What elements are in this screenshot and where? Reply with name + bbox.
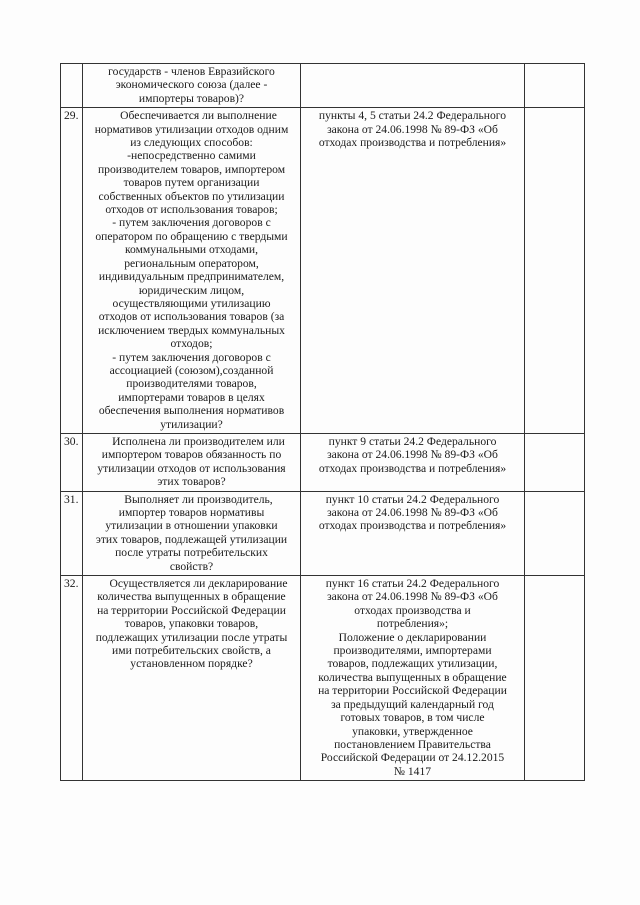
reference-line: пункт 9 статьи 24.2 Федерального (328, 434, 497, 448)
question-line: -непосредственно самими (127, 149, 256, 163)
question-line: после утраты потребительских (115, 546, 268, 560)
reference-line: за предыдущий календарный год (331, 697, 494, 711)
reference-line: отходах производства и (354, 603, 471, 617)
reference-line: производителями, импортерами (333, 644, 492, 658)
reference-line: закона от 24.06.1998 № 89-ФЗ «Об (327, 506, 498, 519)
checklist-rows (61, 64, 585, 781)
checklist-row (61, 433, 585, 491)
question-line: на территории Российской Федерации (97, 603, 286, 617)
question-line: утилизации отходов от использования (97, 461, 286, 475)
row-number: 29. (61, 108, 83, 434)
question-cell (83, 576, 301, 781)
reference-line: закона от 24.06.1998 № 89-ФЗ «Об (327, 122, 498, 136)
question-cell (83, 108, 301, 434)
question-cell (83, 491, 301, 575)
question-line: коммунальными отходами, (124, 243, 259, 257)
question-line: импортеры товаров)? (138, 91, 245, 105)
reference-line: отходах производства и потребления» (318, 461, 507, 475)
question-line: Выполняет ли производитель, (124, 492, 273, 506)
question-line: обеспечения выполнения нормативов (98, 404, 285, 418)
question-line: отходов от использования товаров (за (98, 310, 285, 324)
reference-line: на территории Российской Федерации (318, 684, 507, 698)
checklist-table (60, 63, 585, 781)
question-line: экономического союза (далее - (115, 78, 268, 92)
question-line: производителями товаров, (126, 377, 257, 391)
reference-line: пункт 10 статьи 24.2 Федерального (325, 492, 500, 506)
question-line: товаров, упаковки товаров, (124, 617, 259, 631)
checklist-row (61, 108, 585, 434)
question-line: - путем заключения договоров с (112, 216, 271, 230)
notes-cell (525, 64, 585, 108)
reference-line: закона от 24.06.1998 № 89-ФЗ «Об (327, 590, 498, 604)
question-line: - путем заключения договоров с (112, 350, 271, 364)
question-line: этих товаров, подлежащей утилизации (95, 532, 288, 546)
question-cell (83, 433, 301, 491)
question-line: оператором по обращению с твердыми (95, 229, 288, 243)
question-line: подлежащих утилизации после утраты (95, 630, 288, 644)
reference-line: количества выпущенных в обращение (318, 670, 507, 684)
question-line: государств - членов Евразийского (108, 65, 275, 78)
reference-line: пункт 16 статьи 24.2 Федерального (325, 577, 500, 591)
row-number: 32. (61, 576, 83, 781)
reference-line: закона от 24.06.1998 № 89-ФЗ «Об (327, 448, 498, 462)
row-number: 30. (61, 433, 83, 491)
reference-line: готовых товаров, в том числе (340, 711, 485, 725)
question-line: импортером товаров обязанность по (101, 448, 282, 462)
question-line: установленном порядке? (130, 657, 253, 671)
notes-cell (525, 491, 585, 575)
question-line: ими потребительских свойств, а (112, 644, 271, 658)
question-line: этих товаров? (157, 475, 226, 489)
question-line: утилизации? (160, 417, 223, 431)
checklist-row (61, 491, 585, 575)
notes-cell (525, 433, 585, 491)
question-line: производителем товаров, импортером (97, 162, 286, 176)
reference-line: пункты 4, 5 статьи 24.2 Федерального (318, 109, 507, 123)
question-line: региональным оператором, (124, 256, 259, 270)
legal-reference-cell (301, 576, 525, 781)
question-line: ассоциацией (союзом),созданной (109, 363, 274, 377)
question-line: из следующих способов: (130, 136, 253, 150)
reference-line: потребления»; (376, 617, 449, 631)
question-line: индивидуальным предпринимателем, (98, 270, 285, 284)
checklist-row (61, 64, 585, 108)
reference-line: Российской Федерации от 24.12.2015 (320, 751, 505, 765)
question-line: Исполнена ли производителем или (112, 434, 285, 448)
question-line: Осуществляется ли декларирование (109, 577, 288, 591)
question-line: импортерами товаров в целях (118, 390, 265, 404)
reference-line: № 1417 (393, 764, 432, 778)
question-line: свойств? (169, 559, 214, 573)
reference-line: отходах производства и потребления» (318, 519, 507, 533)
question-line: отходов; (170, 337, 213, 351)
reference-line: отходах производства и потребления» (318, 136, 507, 150)
question-line: исключением твердых коммунальных (98, 323, 285, 337)
reference-line: Положение о декларировании (338, 630, 487, 644)
legal-reference-cell (301, 64, 525, 108)
question-line: осуществляющими утилизацию (112, 296, 271, 310)
question-line: отходов от использования товаров; (105, 203, 278, 217)
row-number (61, 64, 83, 108)
question-line: импортер товаров нормативы (118, 506, 265, 519)
legal-reference-cell (301, 491, 525, 575)
question-line: собственных объектов по утилизации (98, 189, 285, 203)
question-line: утилизации в отношении упаковки (105, 519, 278, 533)
checklist-row (61, 576, 585, 781)
question-line: товаров путем организации (123, 176, 260, 190)
reference-line: товаров, подлежащих утилизации, (327, 657, 498, 671)
notes-cell (525, 108, 585, 434)
row-number: 31. (61, 491, 83, 575)
question-cell (83, 64, 301, 108)
question-line: юридическим лицом, (138, 283, 245, 297)
notes-cell (525, 576, 585, 781)
question-line: Обеспечивается ли выполнение (120, 109, 277, 123)
question-line: нормативов утилизации отходов одним (94, 122, 289, 136)
legal-reference-cell (301, 433, 525, 491)
question-line: количества выпущенных в обращение (97, 590, 286, 604)
legal-reference-cell (301, 108, 525, 434)
reference-line: постановлением Правительства (334, 737, 491, 751)
reference-line: упаковки, утвержденное (352, 724, 473, 738)
